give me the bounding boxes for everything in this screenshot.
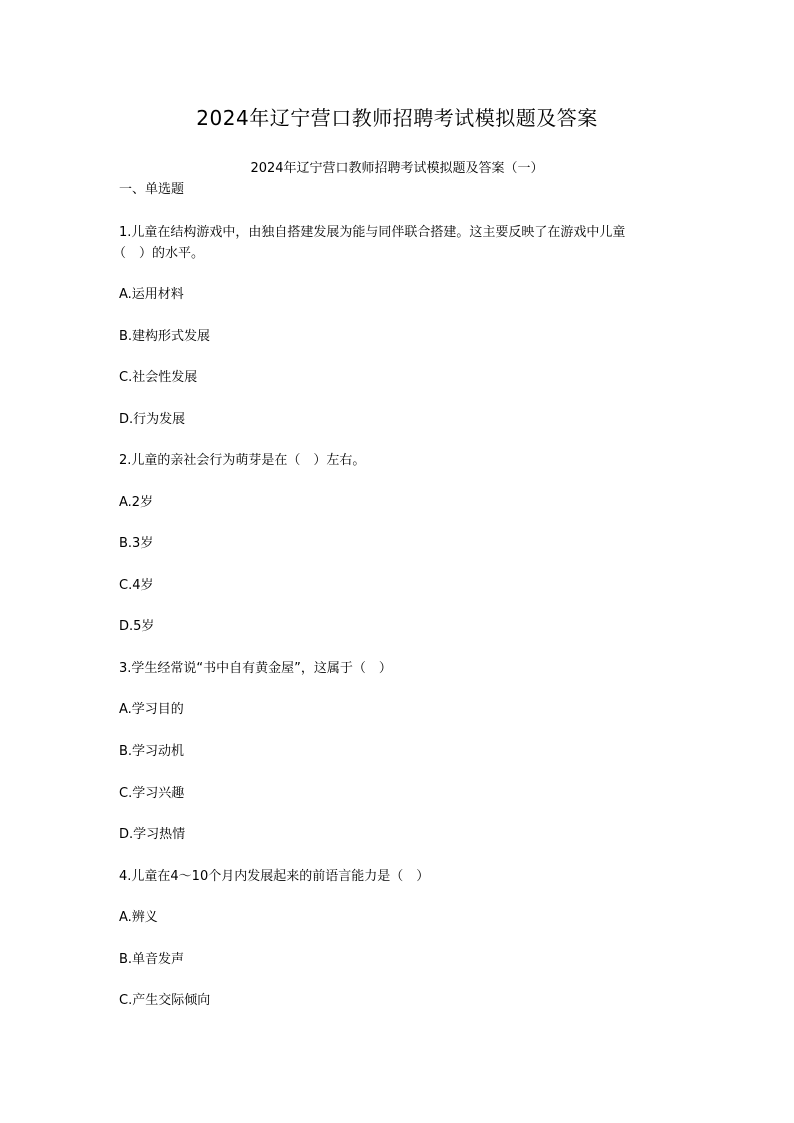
question-4-option-a: A.辨义: [119, 910, 158, 925]
question-1-stem: 1.儿童在结构游戏中，由独自搭建发展为能与同伴联合搭建。这主要反映了在游戏中儿童: [119, 225, 626, 240]
question-2-option-d: D.5岁: [119, 619, 155, 634]
question-3-option-c: C.学习兴趣: [119, 786, 185, 801]
question-3-option-d: D.学习热情: [119, 827, 186, 842]
question-2-stem: 2.儿童的亲社会行为萌芽是在（ ）左右。: [119, 453, 366, 468]
document-subtitle: 2024年辽宁营口教师招聘考试模拟题及答案（一）: [250, 161, 544, 176]
question-4-option-c: C.产生交际倾向: [119, 993, 211, 1008]
question-1-option-d: D.行为发展: [119, 412, 186, 427]
question-3-option-a: A.学习目的: [119, 702, 184, 717]
question-2-option-b: B.3岁: [119, 536, 154, 551]
question-4-stem: 4.儿童在4～10个月内发展起来的前语言能力是（ ）: [119, 869, 430, 884]
question-1-stem-continued: （ ）的水平。: [113, 246, 205, 261]
document-title: 2024年辽宁营口教师招聘考试模拟题及答案: [196, 106, 598, 130]
question-1-option-c: C.社会性发展: [119, 370, 198, 385]
question-3-option-b: B.学习动机: [119, 744, 185, 759]
question-2-option-a: A.2岁: [119, 495, 154, 510]
section-heading: 一、单选题: [119, 182, 185, 197]
question-4-option-b: B.单音发声: [119, 952, 185, 967]
question-1-option-a: A.运用材料: [119, 287, 184, 302]
question-1-option-b: B.建构形式发展: [119, 329, 211, 344]
question-2-option-c: C.4岁: [119, 578, 154, 593]
question-3-stem: 3.学生经常说“书中自有黄金屋”，这属于（ ）: [119, 661, 392, 676]
